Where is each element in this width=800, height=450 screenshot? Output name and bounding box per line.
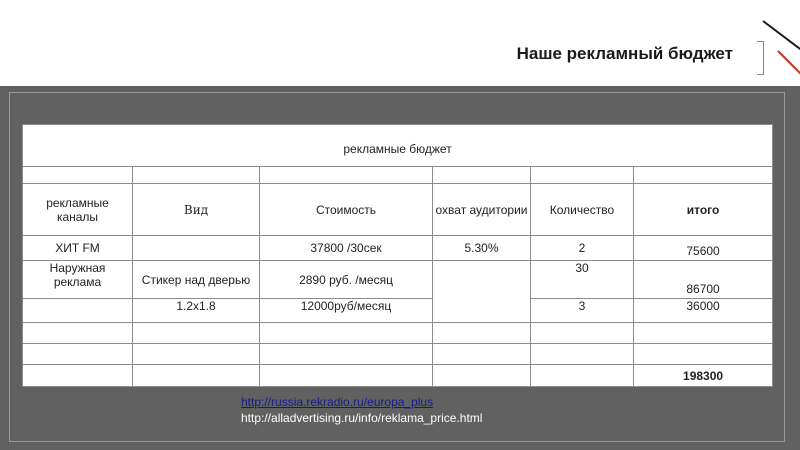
empty-cell: [531, 344, 634, 365]
deco-line-dark: [762, 20, 800, 53]
column-header-reach: охват аудитории: [433, 184, 531, 236]
empty-cell: [433, 365, 531, 387]
empty-cell: [260, 323, 433, 344]
grand-total: 198300: [634, 365, 773, 387]
empty-cell: [133, 344, 260, 365]
source-links: [241, 394, 482, 426]
table-cell: 1.2x1.8: [133, 299, 260, 323]
empty-cell: [23, 323, 133, 344]
column-header-channels: рекламные каналы: [23, 184, 133, 236]
table-cell: [433, 261, 531, 323]
table-cell: 75600: [634, 236, 773, 261]
content-panel: [0, 86, 800, 450]
table-cell: ХИТ FM: [23, 236, 133, 261]
empty-cell: [433, 167, 531, 184]
empty-cell: [23, 344, 133, 365]
table-cell: [133, 236, 260, 261]
budget-table: [22, 124, 773, 387]
table-cell: 37800 /30сек: [260, 236, 433, 261]
column-header-total: итого: [634, 184, 773, 236]
column-header-quantity: Количество: [531, 184, 634, 236]
source-link-alladvertising: http://alladvertising.ru/info/reklama_price.html: [241, 411, 483, 425]
bracket-decoration: [757, 41, 764, 75]
source-link-europa-plus[interactable]: http://russia.rekradio.ru/europa_plus: [241, 395, 434, 409]
empty-cell: [634, 323, 773, 344]
empty-cell: [433, 323, 531, 344]
table-cell: Наружная реклама: [23, 261, 133, 299]
table-cell: 2890 руб. /месяц: [260, 261, 433, 299]
empty-cell: [260, 365, 433, 387]
table-cell: 5.30%: [433, 236, 531, 261]
table-cell: Стикер над дверью: [133, 261, 260, 299]
column-header-type: Вид: [133, 184, 260, 236]
empty-cell: [531, 323, 634, 344]
table-cell: 36000: [634, 299, 773, 323]
empty-cell: [23, 167, 133, 184]
empty-cell: [433, 344, 531, 365]
column-header-cost: Стоимость: [260, 184, 433, 236]
empty-cell: [133, 323, 260, 344]
empty-cell: [260, 344, 433, 365]
table-cell: 2: [531, 236, 634, 261]
table-cell: [23, 299, 133, 323]
table-cell: 12000руб/месяц: [260, 299, 433, 323]
table-cell: 3: [531, 299, 634, 323]
empty-cell: [133, 365, 260, 387]
table-caption: рекламные бюджет: [23, 125, 773, 167]
slide-title: Наше рекламный бюджет: [516, 44, 733, 63]
table-cell: 86700: [634, 261, 773, 299]
empty-cell: [634, 167, 773, 184]
empty-cell: [23, 365, 133, 387]
table-cell: 30: [531, 261, 634, 299]
empty-cell: [531, 167, 634, 184]
empty-cell: [133, 167, 260, 184]
empty-cell: [531, 365, 634, 387]
empty-cell: [260, 167, 433, 184]
empty-cell: [634, 344, 773, 365]
deco-line-red: [777, 50, 800, 76]
